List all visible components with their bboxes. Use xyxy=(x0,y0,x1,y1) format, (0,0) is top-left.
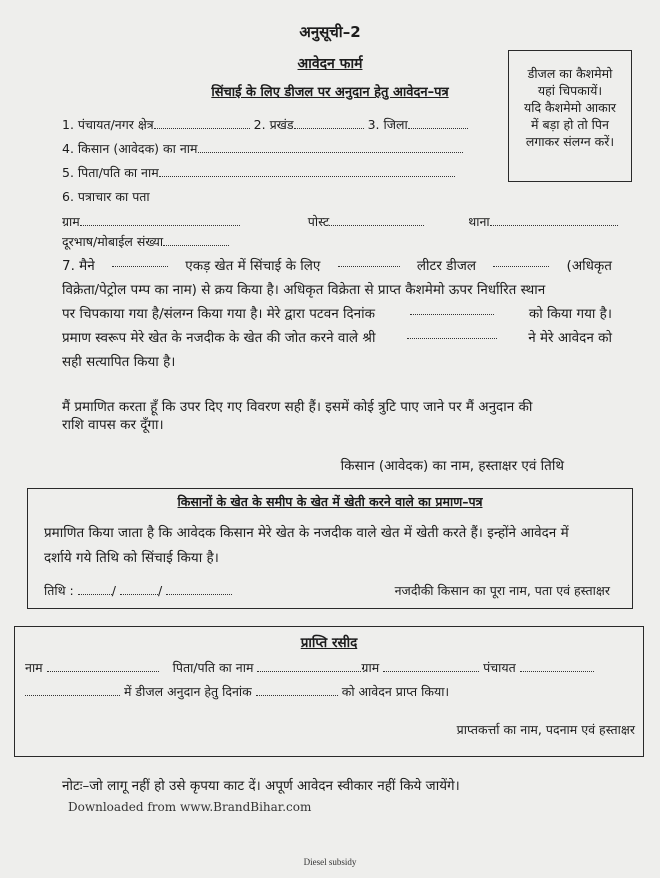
village-blank[interactable] xyxy=(80,213,240,226)
receipt-father-blank[interactable] xyxy=(257,659,361,672)
receipt-row-1: नाम पिता/पति का नाम ग्राम पंचायत xyxy=(25,659,594,676)
receipt-panchayat-blank[interactable] xyxy=(520,659,594,672)
footer-label: Diesel subsidy xyxy=(303,857,357,867)
certificate-box xyxy=(27,488,633,609)
thana-label: थाना xyxy=(468,214,490,229)
irrigation-date-blank[interactable] xyxy=(410,302,494,315)
address-row xyxy=(62,213,618,230)
form-subtitle: सिंचाई के लिए डीजल पर अनुदान हेतु आवेदन–पत्र xyxy=(211,85,449,100)
phone-row xyxy=(62,233,229,250)
receipt-box xyxy=(14,626,644,757)
note: नोटः–जो लागू नहीं हो उसे कृपया काट दें। अपूर्ण आवेदन स्वीकार नहीं किये जायेंगे। xyxy=(62,778,460,794)
schedule-label: अनुसूची–2 xyxy=(299,23,361,41)
certificate-text: प्रमाणित किया जाता है कि आवेदक किसान मेरे खेत के नजदीक वाले खेत में खेती करते हैं। इन्होंने आवेदन में दर्शाये गये तिथि को सिंचाई किया है। xyxy=(44,525,569,566)
block-label: 2. प्रखंड xyxy=(253,117,294,132)
receiver-signature-label: प्राप्तकर्त्ता का नाम, पदनाम एवं हस्ताक्षर xyxy=(456,722,635,737)
date-month-blank[interactable] xyxy=(120,582,158,595)
declaration: मैं प्रमाणित करता हूँ कि उपर दिए गए विवरण सही हैं। इसमें कोई त्रुटि पाए जाने पर मैं अनुदान की राशि वापस कर दूँगा। xyxy=(62,399,533,433)
panchayat-blank[interactable] xyxy=(154,116,250,129)
form-title: आवेदन फार्म xyxy=(297,56,363,72)
receipt-row-2: में डीजल अनुदान हेतु दिनांक को आवेदन प्राप्त किया। xyxy=(25,683,449,700)
receipt-name-blank[interactable] xyxy=(47,659,159,672)
date-year-blank[interactable] xyxy=(166,582,232,595)
receipt-date-blank[interactable] xyxy=(256,683,338,696)
watermark: Downloaded from www.BrandBihar.com xyxy=(68,800,312,814)
para-7: 7. मैने एकड़ खेत में सिंचाई के लिए लीटर डीजल (अधिकृत विक्रेता/पेट्रोल पम्प का नाम) से क्रय किया है। अधिकृत विक्रेता से प्राप्त कैशमेमो ऊपर निर्धारित स्थान पर चिपकाया गया है/संलग्न किया गया है। मेरे द्वारा पटवन दिनांक को किया गया है। प्रमाण स्वरूप मेरे खेत के नजदीक के खेत की जोत करने वाले श्री ने मेरे आवेदन को सही सत्यापित किया है। xyxy=(62,254,612,374)
phone-label: दूरभाष/मोबाईल संख्या xyxy=(62,234,164,249)
cashmemo-box xyxy=(508,50,632,182)
field-row-1 xyxy=(62,116,468,133)
phone-blank[interactable] xyxy=(163,233,229,246)
thana-blank[interactable] xyxy=(490,213,618,226)
panchayat-label: 1. पंचायत/नगर क्षेत्र xyxy=(62,117,154,132)
receipt-place-blank[interactable] xyxy=(25,683,120,696)
receipt-title: प्राप्ति रसीद xyxy=(300,635,358,651)
father-name-blank[interactable] xyxy=(159,164,455,177)
dealer-blank[interactable] xyxy=(493,254,549,267)
neighbour-name-blank[interactable] xyxy=(407,326,497,339)
applicant-signature-label: किसान (आवेदक) का नाम, हस्ताक्षर एवं तिथि xyxy=(340,458,564,474)
date-label: तिथि : xyxy=(44,583,74,598)
post-blank[interactable] xyxy=(329,213,424,226)
neighbour-signature-label: नजदीकी किसान का पूरा नाम, पता एवं हस्ताक्षर xyxy=(394,583,610,598)
field-row-4 xyxy=(62,140,463,157)
block-blank[interactable] xyxy=(294,116,364,129)
cashmemo-text: डीजल का कैशमेमो यहां चिपकायें। यदि कैशमेमो आकार में बड़ा हो तो पिन लगाकर संलग्न करें। xyxy=(523,66,617,149)
date-day-blank[interactable] xyxy=(78,582,112,595)
farmer-name-label: 4. किसान (आवेदक) का नाम xyxy=(62,141,198,156)
certificate-date-row: तिथि : / / xyxy=(44,582,232,599)
village-label: ग्राम xyxy=(62,214,80,229)
post-label: पोस्ट xyxy=(307,214,330,229)
farmer-name-blank[interactable] xyxy=(198,140,463,153)
district-label: 3. जिला xyxy=(367,117,408,132)
receipt-village-blank[interactable] xyxy=(383,659,479,672)
address-label: 6. पत्राचार का पता xyxy=(62,189,150,204)
certificate-title: किसानों के खेत के समीप के खेत में खेती करने वाले का प्रमाण–पत्र xyxy=(177,494,483,509)
district-blank[interactable] xyxy=(408,116,468,129)
acre-blank[interactable] xyxy=(112,254,168,267)
field-row-5 xyxy=(62,164,455,181)
father-name-label: 5. पिता/पति का नाम xyxy=(62,165,159,180)
litre-blank[interactable] xyxy=(338,254,400,267)
